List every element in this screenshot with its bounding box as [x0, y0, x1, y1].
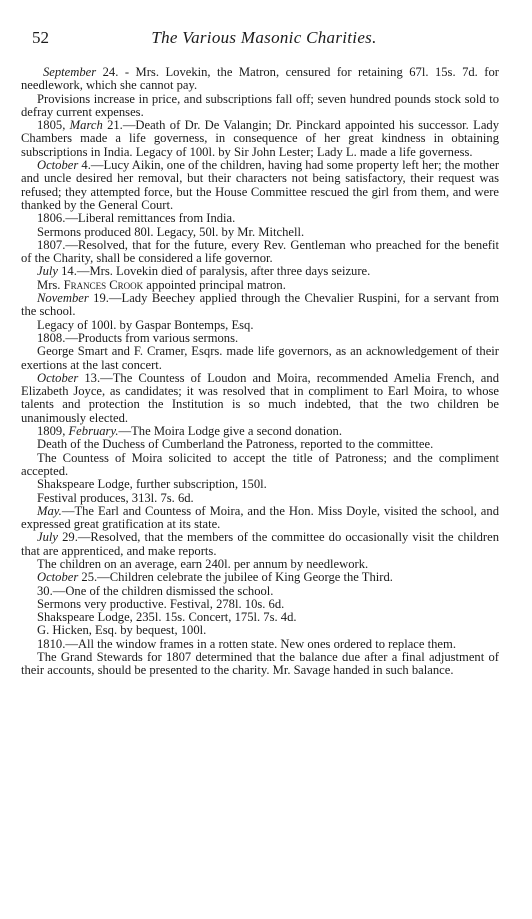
entry-paragraph: [21, 159, 499, 212]
entry-text: Provisions increase in price, and subscriptions fall off; seven hundred pounds stock sold to defray current expenses.: [21, 91, 499, 119]
entry-text: Mrs.: [37, 277, 64, 292]
entry-text: 29.—Resolved, that the members of the committee do occasionally visit the children that are apprenticed, and make reports.: [21, 530, 499, 558]
entry-date: March: [69, 118, 103, 133]
entry-paragraph: [21, 332, 499, 345]
entry-text: George Smart and F. Cramer, Esqrs. made life governors, as an acknowledgement of their exertions at the last concert.: [21, 344, 499, 372]
entry-text: 4.—Lucy Aikin, one of the children, having had some property left her; the mother and uncle desired her removal, but their characters not being satisfactory, their request was refused; they attempted force, but the House Committee rescued the girl from them, and were thanked by the General Court.: [21, 158, 500, 212]
entry-text: Festival produces, 313l. 7s. 6d.: [37, 490, 194, 505]
entry-paragraph: [21, 239, 499, 266]
entry-text: Shakspeare Lodge, further subscription, 150l.: [37, 477, 267, 492]
entry-text: 30.—One of the children dismissed the school.: [37, 583, 274, 598]
entry-paragraph: [21, 585, 499, 598]
entry-paragraph: [21, 212, 499, 225]
entry-paragraph: [21, 651, 499, 678]
entry-text: 1806.—Liberal remittances from India.: [37, 211, 236, 226]
entry-text: Death of the Duchess of Cumberland the Patroness, reported to the committee.: [37, 437, 434, 452]
entry-paragraph: [21, 505, 499, 532]
entry-text: The Countess of Moira solicited to accept the title of Patroness; and the compliment accepted.: [21, 450, 499, 478]
entry-text: The Grand Stewards for 1807 determined that the balance due after a final adjustment of their accounts, should be presented to the charity. Mr. Savage handed in such balance.: [21, 650, 499, 678]
entry-paragraph: [21, 265, 499, 278]
entry-text: The children on an average, earn 240l. per annum by needlework.: [37, 556, 369, 571]
entry-paragraph: [21, 611, 499, 624]
body-text: [21, 66, 499, 678]
entry-paragraph: [21, 279, 499, 292]
entry-paragraph: [21, 319, 499, 332]
entry-text: G. Hicken, Esq. by bequest, 100l.: [37, 623, 207, 638]
entry-date: July: [37, 264, 58, 279]
entry-paragraph: [21, 345, 499, 372]
entry-paragraph: [21, 372, 499, 425]
entry-text: 1809,: [37, 424, 69, 439]
entry-text: 1810.—All the window frames in a rotten state. New ones ordered to replace them.: [37, 636, 456, 651]
entry-name-smallcaps: Frances Crook: [63, 277, 144, 292]
entry-date: October: [37, 158, 79, 173]
entry-paragraph: [21, 438, 499, 451]
entry-text: Legacy of 100l. by Gaspar Bontemps, Esq.: [37, 317, 254, 332]
entry-paragraph: [21, 558, 499, 571]
entry-paragraph: [21, 598, 499, 611]
entry-text: 24. - Mrs. Lovekin, the Matron, censured for retaining 67l. 15s. 7d. for needlework, which she cannot pay.: [21, 65, 499, 93]
entry-date: November: [37, 291, 89, 306]
entry-date: July: [37, 530, 58, 545]
entry-text: 1808.—Products from various sermons.: [37, 330, 239, 345]
entry-text: 13.—The Countess of Loudon and Moira, recommended Amelia French, and Elizabeth Joyce, as candidates; it was resolved that in compliment to Earl Moira, to whose talents and protection the Institution is so much indebted, that the two children be unanimously elected.: [21, 370, 499, 425]
entry-paragraph: [21, 226, 499, 239]
entry-paragraph: [21, 93, 499, 120]
entry-date: October: [37, 370, 79, 385]
entry-paragraph: [21, 624, 499, 637]
entry-text: 19.—Lady Beechey applied through the Chevalier Ruspini, for a servant from the school.: [21, 291, 499, 319]
entry-paragraph: [21, 571, 499, 584]
entry-paragraph: [21, 492, 499, 505]
entry-paragraph: [21, 531, 499, 558]
entry-text: Sermons very productive. Festival, 278l. 10s. 6d.: [37, 596, 285, 611]
entry-text: 14.—Mrs. Lovekin died of paralysis, after three days seizure.: [57, 264, 371, 279]
entry-paragraph: [21, 425, 499, 438]
running-title: The Various Masonic Charities.: [151, 28, 377, 47]
page-header: [32, 28, 496, 50]
entry-text: 21.—Death of Dr. De Valangin; Dr. Pinckard appointed his successor. Lady Chambers made a life governess, in consequence of her great kindness in obtaining subscriptions in India. Legacy of 100l. by Sir John Lester; Lady L. made a life governess.: [21, 118, 500, 159]
entry-text: 1805,: [37, 118, 70, 133]
entry-paragraph: [21, 66, 499, 93]
entry-text: 1807.—Resolved, that for the future, every Rev. Gentleman who preached for the benefit of the Charity, shall be considered a life governor.: [21, 237, 499, 266]
entry-paragraph: [21, 478, 499, 491]
entry-paragraph: [21, 452, 499, 479]
entry-date: February.: [68, 424, 119, 439]
entry-date: October: [37, 570, 79, 585]
entry-paragraph: [21, 638, 499, 651]
entry-text: Sermons produced 80l. Legacy, 50l. by Mr. Mitchell.: [37, 224, 305, 239]
entry-date: May.: [37, 503, 62, 518]
entry-text: —The Earl and Countess of Moira, and the Hon. Miss Doyle, visited the school, and expressed great gratification at its state.: [21, 503, 499, 532]
page-number: 52: [32, 28, 49, 47]
entry-text: Shakspeare Lodge, 235l. 15s. Concert, 175l. 7s. 4d.: [37, 610, 297, 625]
entry-paragraph: [21, 119, 499, 159]
entry-text: 25.—Children celebrate the jubilee of King George the Third.: [78, 570, 393, 585]
entry-text: —The Moira Lodge give a second donation.: [118, 424, 342, 439]
entry-paragraph: [21, 292, 499, 319]
entry-date: September: [43, 65, 97, 79]
entry-text: appointed principal matron.: [143, 277, 286, 292]
